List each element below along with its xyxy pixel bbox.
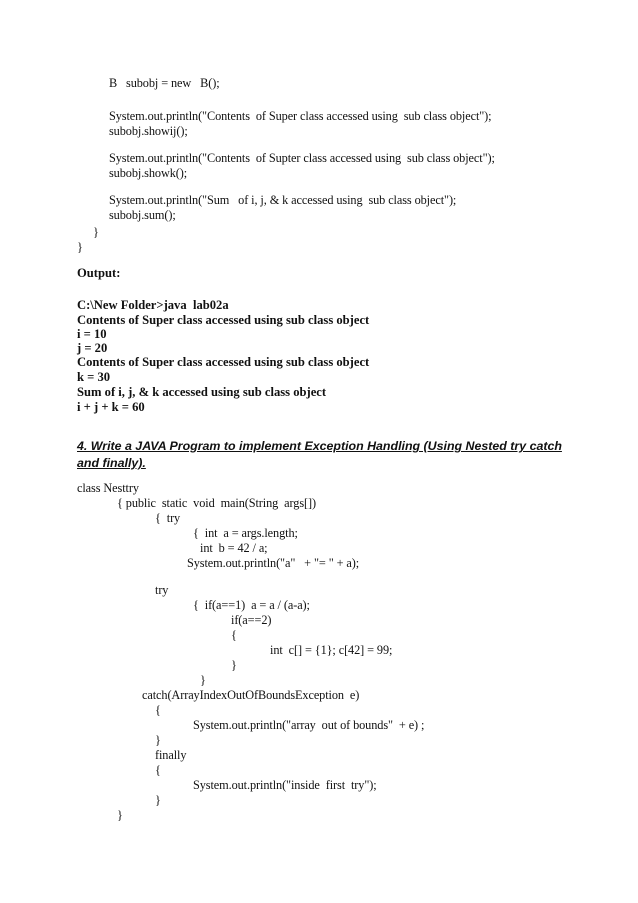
code-line: } [155, 733, 161, 747]
code-line: System.out.println("array out of bounds" + e) ; [193, 718, 425, 732]
code-line: if(a==2) [231, 613, 272, 627]
code-line: { [155, 763, 161, 777]
code-line: } [117, 808, 123, 822]
code-line: subobj.showij(); [109, 124, 188, 138]
output-line: Contents of Super class accessed using sub class object [77, 355, 370, 369]
code-line: subobj.showk(); [109, 166, 188, 180]
code-line: System.out.println("Contents of Supter class accessed using sub class object"); [109, 151, 495, 165]
section-heading: 4. Write a JAVA Program to implement Exception Handling (Using Nested try catch and finally). [77, 439, 562, 470]
output-line: Sum of i, j, & k accessed using sub class object [77, 385, 327, 399]
code-line: try [155, 583, 169, 597]
output-line: i = 10 [77, 327, 107, 341]
code-line: } [200, 673, 206, 687]
code-line: B subobj = new B(); [109, 76, 220, 90]
code-line: subobj.sum(); [109, 208, 176, 222]
output-line: C:\New Folder>java lab02a [77, 298, 229, 312]
code-line: int b = 42 / a; [200, 541, 268, 555]
code-line: } [77, 240, 83, 254]
output-label: Output: [77, 266, 121, 280]
code-line: { public static void main(String args[]) [117, 496, 317, 510]
code-line: } [93, 225, 99, 239]
code-line: class Nesttry [77, 481, 139, 495]
code-line: finally [155, 748, 187, 762]
code-line: System.out.println("Contents of Super class accessed using sub class object"); [109, 109, 492, 123]
code-line: catch(ArrayIndexOutOfBoundsException e) [142, 688, 360, 702]
code-line: } [155, 793, 161, 807]
code-line: System.out.println("Sum of i, j, & k accessed using sub class object"); [109, 193, 457, 207]
output-line: i + j + k = 60 [77, 400, 145, 414]
code-line: { int a = args.length; [193, 526, 298, 540]
code-line: int c[] = {1}; c[42] = 99; [270, 643, 393, 657]
output-line: k = 30 [77, 370, 111, 384]
output-line: j = 20 [77, 341, 108, 355]
code-line: } [231, 658, 237, 672]
output-line: Contents of Super class accessed using sub class object [77, 313, 370, 327]
code-line: { [155, 703, 161, 717]
code-line: { try [155, 511, 181, 525]
code-line: { if(a==1) a = a / (a-a); [193, 598, 310, 612]
code-line: System.out.println("inside first try"); [193, 778, 377, 792]
code-line: { [231, 628, 237, 642]
code-line: System.out.println("a" + "= " + a); [187, 556, 360, 570]
